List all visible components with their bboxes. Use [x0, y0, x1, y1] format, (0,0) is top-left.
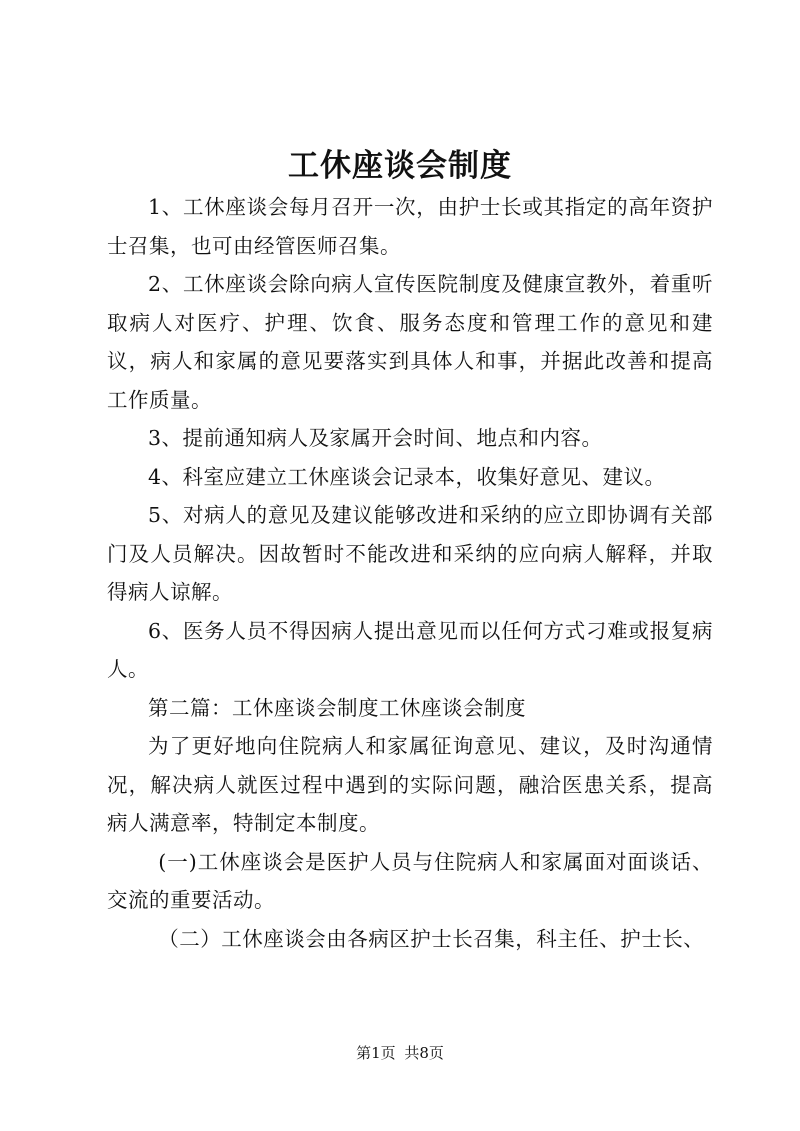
page-number: 第1页 — [356, 1044, 396, 1062]
paragraph-3: 3、提前通知病人及家属开会时间、地点和内容。 — [148, 426, 603, 450]
paragraph-item-two: （二）工休座谈会由各病区护士长召集，科主任、护士长、 — [158, 926, 705, 951]
paragraph-4: 4、科室应建立工休座谈会记录本，收集好意见、建议。 — [148, 464, 666, 489]
paragraph-item-one: (一)工休座谈会是医护人员与住院病人和家属面对面谈话、交流的重要活动。 — [107, 849, 713, 912]
paragraph-2: 2、工休座谈会除向病人宣传医院制度及健康宣教外，着重听取病人对医疗、护理、饮食、服务态度和管理工作的意见和建议，病人和家属的意见要落实到具体人和事，并据此改善和提高工作质量。 — [107, 272, 713, 412]
paragraph-5: 5、对病人的意见及建议能够改进和采纳的应立即协调有关部门及人员解决。因故暂时不能改进和采纳的应向病人解释，并取得病人谅解。 — [107, 503, 713, 604]
section-heading-part-two: 第二篇：工休座谈会制度工休座谈会制度 — [148, 695, 526, 720]
page-footer — [0, 1042, 800, 1063]
page-total: 共8页 — [404, 1044, 444, 1062]
paragraph-1: 1、工休座谈会每月召开一次，由护士长或其指定的高年资护士召集，也可由经管医师召集。 — [107, 195, 713, 258]
paragraph-6: 6、医务人员不得因病人提出意见而以任何方式刁难或报复病人。 — [107, 618, 713, 681]
paragraph-intro: 为了更好地向住院病人和家属征询意见、建议，及时沟通情况，解决病人就医过程中遇到的实际问题，融洽医患关系，提高病人满意率，特制定本制度。 — [107, 734, 713, 835]
document-body — [107, 188, 713, 958]
document-title: 工休座谈会制度 — [288, 148, 512, 184]
